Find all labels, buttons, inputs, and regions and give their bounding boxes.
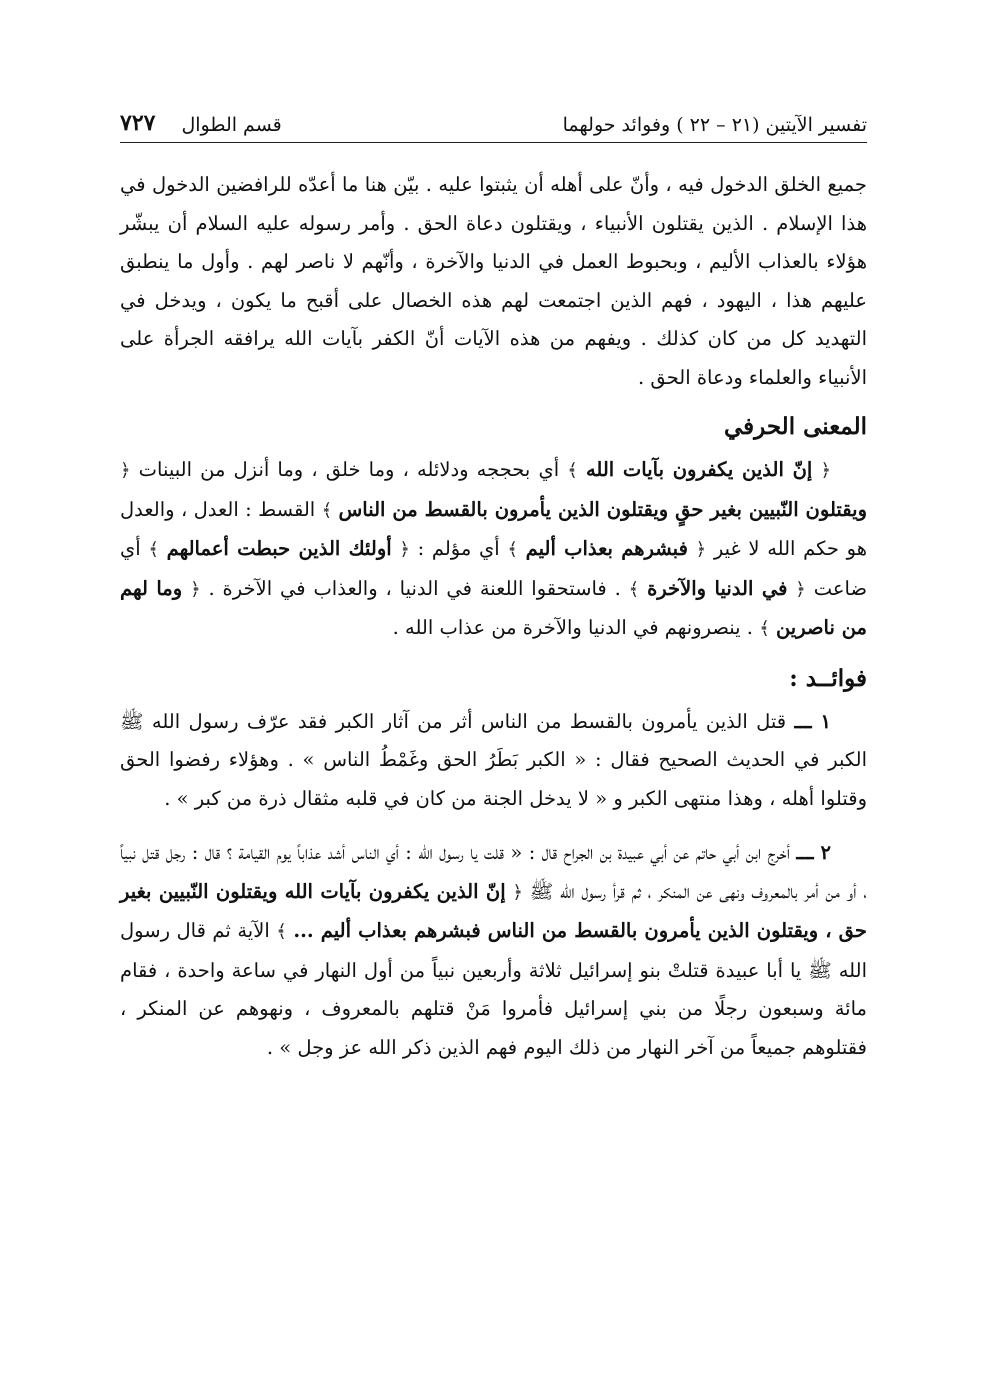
benefits-heading: فوائــد : bbox=[789, 664, 867, 692]
ornate-bracket-open: ﴿ bbox=[820, 460, 831, 481]
gloss-6: . ينصرونهم في الدنيا والآخرة من عذاب الله . bbox=[392, 616, 760, 639]
benefit-2-text-1: أخرج ابن أبي حاتم عن أبي عبيدة بن الجراح قال : « قلت يا رسول الله : أي الناس أشد عذاباً يوم القيامة ؟ قال : رجل قتل نبياً ، أو من أمر بالمعروف ونهى عن المنكر ، ثم قرأ رسول الله ﷺ bbox=[120, 841, 867, 903]
benefit-2-text-2: الآية ثم قال رسول الله ﷺ يا أبا عبيدة قتلتْ بنو إسرائيل ثلاثة وأربعين نبياً من أول النهار في ساعة واحدة ، فقام مائة وسبعون رجلًا من بني إسرائيل فأمروا مَنْ قتلهم بالمعروف ، ونهوهم عن المنكر ، فقتلوهم جميعاً من آخر النهار من ذلك اليوم فهم الذين ذكر الله عز وجل » . bbox=[120, 919, 867, 1059]
chapter-title: تفسير الآيتين (٢١ – ٢٢ ) وفوائد حولهما bbox=[562, 114, 867, 136]
page-number: ٧٢٧ bbox=[120, 110, 156, 136]
ornate-bracket-open: ﴿ bbox=[695, 539, 707, 560]
ornate-bracket-open: ﴿ bbox=[399, 539, 410, 560]
ornate-bracket-close: ﴾ bbox=[276, 921, 287, 942]
ornate-bracket-close: ﴾ bbox=[148, 539, 159, 560]
gloss-2: القسط : العدل ، والعدل هو حكم الله لا غير bbox=[120, 497, 868, 560]
ornate-bracket-close: ﴾ bbox=[628, 578, 640, 600]
header-left-group bbox=[120, 110, 282, 136]
ornate-bracket-close: ﴾ bbox=[507, 539, 518, 560]
section-name: قسم الطوال bbox=[181, 114, 282, 136]
running-header bbox=[120, 100, 867, 136]
verse-1: إنّ الذين يكفرون بآيات الله bbox=[585, 458, 813, 481]
verse-3: فبشرهم بعذاب أليم bbox=[525, 537, 688, 560]
verse-2: ويقتلون النّبيين بغير حقٍ ويقتلون الذين يأمرون بالقسط من الناس bbox=[338, 497, 867, 521]
benefit-2 bbox=[120, 834, 867, 1067]
ornate-bracket-open: ﴿ bbox=[120, 460, 131, 481]
verse-5: في الدنيا والآخرة bbox=[647, 576, 788, 600]
literal-meaning-heading: المعنى الحرفي bbox=[723, 413, 867, 440]
benefit-1-text: قتل الذين يأمرون بالقسط من الناس أثر من آثار الكبر فقد عرّف رسول الله ﷺ الكبر في الحديث الصحيح فقال : « الكبر بَطَرُ الحق وغَمْطُ الناس » . وهؤلاء رفضوا الحق وقتلوا أهله ، وهذا منتهى الكبر و « لا يدخل الجنة من كان في قلبه مثقال ذرة من كبر » . bbox=[120, 709, 867, 810]
benefit-1 bbox=[120, 703, 867, 819]
benefit-1-number: ١ ـــ bbox=[794, 709, 831, 733]
ornate-bracket-open: ﴿ bbox=[190, 578, 201, 600]
ornate-bracket-close: ﴾ bbox=[321, 499, 333, 521]
benefit-2-number: ٢ ـــ bbox=[796, 841, 831, 864]
intro-paragraph: جميع الخلق الدخول فيه ، وأنّ على أهله أن يثبتوا عليه . بيّن هنا ما أعدّه للرافضين الدخول في هذا الإسلام . الذين يقتلون الأنبياء ، ويقتلون دعاة الحق . وأمر رسوله عليه السلام أن يبشّر هؤلاء بالعذاب الأليم ، وبحبوط العمل في الدنيا والآخرة ، وأنّهم لا ناصر لهم . وأول ما ينطبق عليهم هذا ، اليهود ، فهم الذين اجتمعت لهم هذه الخصال على أقبح ما يكون ، ويدخل في التهديد كل من كان كذلك . ويفهم من هذه الآيات أنّ الكفر بآيات الله يرافقه الجرأة على الأنبياء والعلماء ودعاة الحق . bbox=[120, 173, 867, 389]
benefit-2-verse: إنّ الذين يكفرون بآيات الله ويقتلون النّبيين بغير حق ، ويقتلون الذين يأمرون بالقسط من الناس فبشرهم بعذاب أليم ... bbox=[120, 879, 867, 942]
ornate-bracket-open: ﴿ bbox=[795, 578, 806, 600]
header-rule bbox=[120, 142, 867, 143]
ornate-bracket-close: ﴾ bbox=[567, 460, 578, 481]
gloss-4: أي ضاعت bbox=[120, 537, 867, 600]
ornate-bracket-close: ﴾ bbox=[759, 618, 770, 639]
verse-6: وما لهم من ناصرين bbox=[120, 576, 867, 639]
gloss-5: . فاستحقوا اللعنة في الدنيا ، والعذاب في الآخرة . bbox=[200, 576, 629, 600]
gloss-3: أي مؤلم : bbox=[409, 537, 508, 560]
literal-meaning-paragraph bbox=[120, 451, 867, 649]
ornate-bracket-open: ﴿ bbox=[512, 881, 523, 903]
gloss-1: أي بحججه ودلائله ، وما خلق ، وما أنزل من البينات bbox=[130, 458, 568, 481]
page-body bbox=[120, 166, 867, 1067]
verse-4: أولئك الذين حبطت أعمالهم bbox=[166, 537, 392, 560]
